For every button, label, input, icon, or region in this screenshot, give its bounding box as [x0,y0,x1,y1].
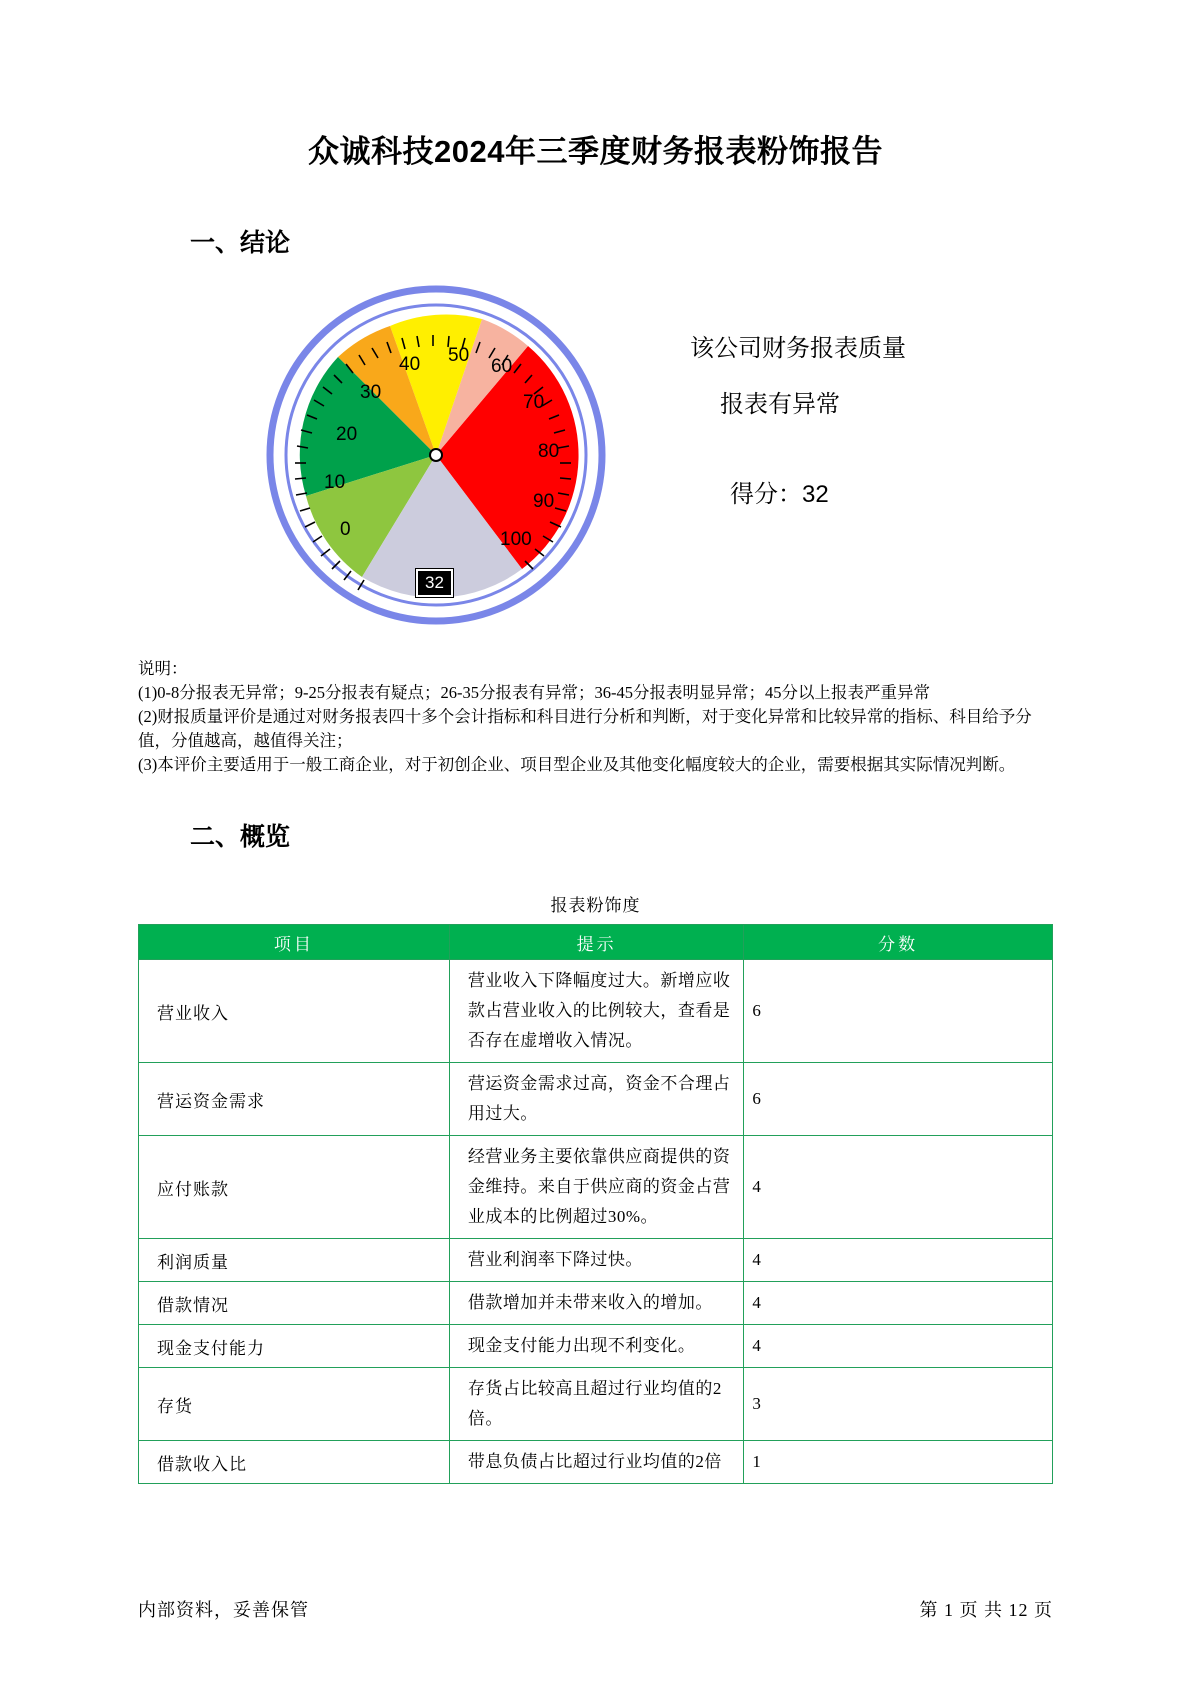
footer-page-number: 第 1 页 共 12 页 [919,1600,1053,1620]
notes-heading: 说明： [138,659,188,678]
cell-score: 6 [744,1063,1053,1136]
cell-hint: 带息负债占比超过行业均值的2倍 [449,1441,743,1484]
gauge-section [138,285,1053,625]
table-row [139,1063,1053,1136]
notes-line-3: (3)本评价主要适用于一般工商企业，对于初创企业、项目型企业及其他变化幅度较大的企业，需要根据其实际情况判断。 [138,755,1016,774]
cell-item: 借款情况 [139,1282,450,1325]
notes-block [138,657,1053,777]
notes-line-2: (2)财报质量评价是通过对财务报表四十多个会计指标和科目进行分析和判断，对于变化异常和比较异常的指标、科目给予分值，分值越高，越值得关注； [138,707,1032,750]
table-header-row [139,925,1053,960]
svg-text:40: 40 [399,354,421,375]
gauge-summary [690,285,906,523]
table-row [139,1239,1053,1282]
page-footer [138,1596,1053,1622]
notes-line-1: (1)0-8分报表无异常；9-25分报表有疑点；26-35分报表有异常；36-45分报表明显异常；45分以上报表严重异常 [138,683,930,702]
svg-text:100: 100 [500,529,532,550]
column-header-hint: 提示 [449,925,743,960]
page-title: 众诚科技2024年三季度财务报表粉饰报告 [308,134,883,169]
cell-item: 营业收入 [139,960,450,1063]
cell-score: 1 [744,1441,1053,1484]
gauge-hub [430,449,442,461]
section-heading-conclusion: 一、结论 [190,229,291,257]
table-row [139,1368,1053,1441]
cell-score: 6 [744,960,1053,1063]
gauge-summary-line-1: 该公司财务报表质量 [690,335,906,362]
table-row [139,1441,1053,1484]
cell-hint: 营业利润率下降过快。 [449,1239,743,1282]
cell-hint: 存货占比较高且超过行业均值的2倍。 [449,1368,743,1441]
column-header-item: 项目 [139,925,450,960]
svg-text:0: 0 [340,519,351,540]
footer-left-text: 内部资料，妥善保管 [138,1600,309,1620]
section-heading-overview: 二、概览 [190,823,291,851]
cell-item: 借款收入比 [139,1441,450,1484]
cell-hint: 经营业务主要依靠供应商提供的资金维持。来自于供应商的资金占营业成本的比例超过30%。 [449,1136,743,1239]
svg-text:70: 70 [523,392,545,413]
gauge-summary-line-2: 报表有异常 [720,391,840,418]
svg-text:80: 80 [538,441,560,462]
cell-item: 利润质量 [139,1239,450,1282]
cell-hint: 借款增加并未带来收入的增加。 [449,1282,743,1325]
cell-score: 3 [744,1368,1053,1441]
cell-score: 4 [744,1239,1053,1282]
cell-item: 营运资金需求 [139,1063,450,1136]
svg-text:30: 30 [360,382,382,403]
cell-item: 现金支付能力 [139,1325,450,1368]
table-row [139,1282,1053,1325]
table-row [139,1136,1053,1239]
cell-score: 4 [744,1282,1053,1325]
svg-text:10: 10 [324,472,346,493]
column-header-score: 分数 [744,925,1053,960]
overview-table [138,924,1053,1484]
svg-text:60: 60 [491,356,513,377]
table-caption: 报表粉饰度 [550,896,641,915]
gauge-score-readout: 32 [416,569,453,597]
cell-score: 4 [744,1325,1053,1368]
cell-score: 4 [744,1136,1053,1239]
cell-hint: 营业收入下降幅度过大。新增应收款占营业收入的比例较大，查看是否存在虚增收入情况。 [449,960,743,1063]
gauge-summary-line-3: 得分：32 [730,481,829,508]
cell-item: 应付账款 [139,1136,450,1239]
cell-item: 存货 [139,1368,450,1441]
svg-text:20: 20 [336,424,358,445]
svg-text:90: 90 [533,491,555,512]
table-row [139,960,1053,1063]
cell-hint: 营运资金需求过高，资金不合理占用过大。 [449,1063,743,1136]
gauge-chart [266,285,626,625]
cell-hint: 现金支付能力出现不利变化。 [449,1325,743,1368]
svg-text:50: 50 [448,345,470,366]
table-row [139,1325,1053,1368]
